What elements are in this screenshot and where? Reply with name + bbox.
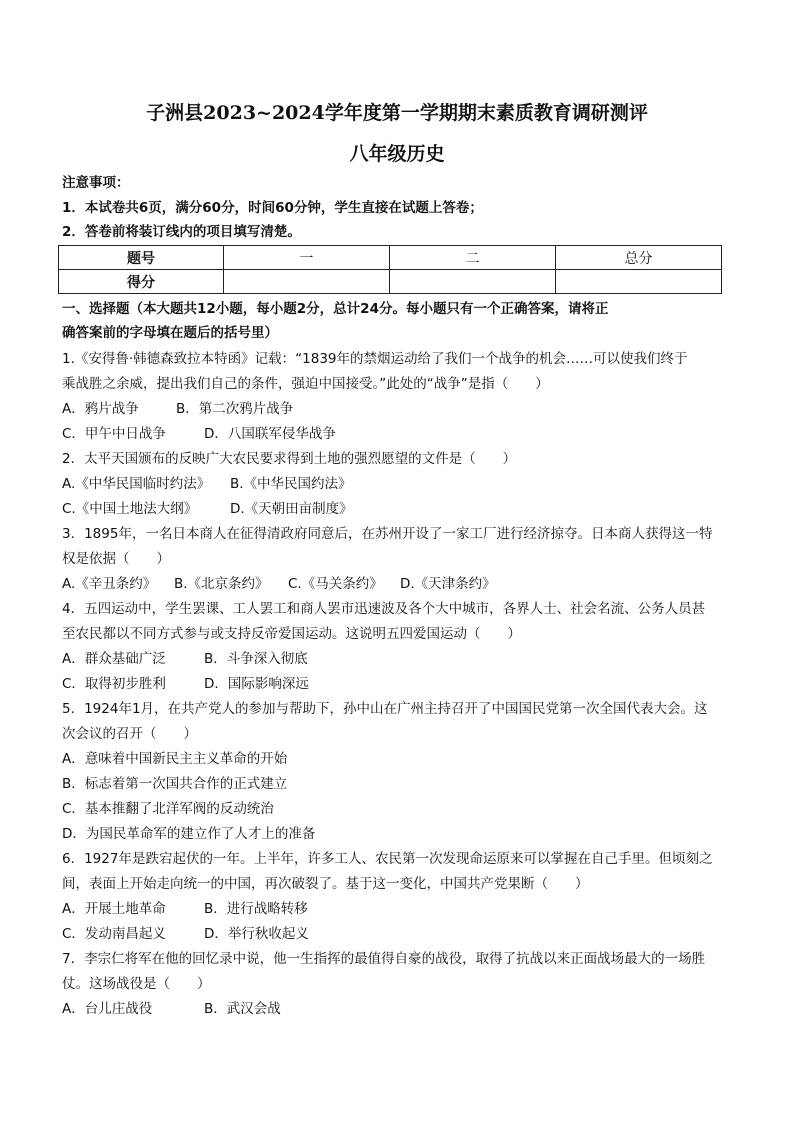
section-heading-cont: 确答案前的字母填在题后的括号里） xyxy=(62,325,278,341)
option-a: A.《辛丑条约》 xyxy=(62,576,157,592)
score-table-cell: 总分 xyxy=(555,246,721,270)
question-3-stem: 权是依据（ ） xyxy=(62,551,170,567)
option-b: B．第二次鸦片战争 xyxy=(176,401,294,417)
option-d: D．为国民革命军的建立作了人才上的准备 xyxy=(62,826,316,842)
question-1-stem: 乘战胜之余威，提出我们自己的条件，强迫中国接受。”此处的“战争”是指（ ） xyxy=(62,376,549,392)
option-c: C.《中国土地法大纲》 xyxy=(62,501,198,517)
exam-subtitle: 八年级历史 xyxy=(349,143,445,165)
option-b: B．斗争深入彻底 xyxy=(204,651,308,667)
exam-title: 子洲县2023~2024学年度第一学期期末素质教育调研测评 xyxy=(146,102,648,124)
section-heading: 一、选择题（本大题共12小题，每小题2分，总计24分。每小题只有一个正确答案，请将正 xyxy=(62,301,609,317)
option-c: C．基本推翻了北洋军阀的反动统治 xyxy=(62,801,274,817)
score-table-cell: 得分 xyxy=(59,270,224,294)
question-6-stem: 间，表面上开始走向统一的中国，再次破裂了。基于这一变化，中国共产党果断（ ） xyxy=(62,876,589,892)
option-b: B．标志着第一次国共合作的正式建立 xyxy=(62,776,288,792)
option-c: C．甲午中日战争 xyxy=(62,426,166,442)
question-5-stem: 次会议的召开（ ） xyxy=(62,726,197,742)
notice-heading: 注意事项： xyxy=(62,175,130,191)
option-a: A．鸦片战争 xyxy=(62,401,139,417)
notice-item-1: 1．本试卷共6页，满分60分，时间60分钟，学生直接在试题上答卷； xyxy=(62,200,483,216)
score-table-header-row xyxy=(59,246,722,270)
question-7-stem: 仗。这场战役是（ ） xyxy=(62,976,211,992)
question-5-stem: 5．1924年1月，在共产党人的参加与帮助下，孙中山在广州主持召开了中国国民党第一次全国代表大会。这 xyxy=(62,701,708,717)
score-table xyxy=(58,245,722,294)
score-table-cell: 一 xyxy=(223,246,389,270)
notice-item-2: 2．答卷前将装订线内的项目填写清楚。 xyxy=(62,224,301,240)
question-4-stem: 至农民都以不同方式参与或支持反帝爱国运动。这说明五四爱国运动（ ） xyxy=(62,626,521,642)
score-table-cell: 题号 xyxy=(59,246,224,270)
score-input-cell[interactable] xyxy=(389,270,555,294)
option-b: B.《中华民国约法》 xyxy=(230,476,352,492)
option-a: A．台儿庄战役 xyxy=(62,1001,153,1017)
option-b: B.《北京条约》 xyxy=(174,576,269,592)
option-c: C．发动南昌起义 xyxy=(62,926,166,942)
option-d: D．举行秋收起义 xyxy=(204,926,309,942)
option-d: D．国际影响深远 xyxy=(204,676,309,692)
option-a: A．群众基础广泛 xyxy=(62,651,166,667)
option-c: C.《马关条约》 xyxy=(288,576,383,592)
option-a: A．开展土地革命 xyxy=(62,901,166,917)
option-b: B．进行战略转移 xyxy=(204,901,308,917)
option-d: D.《天朝田亩制度》 xyxy=(230,501,353,517)
option-d: D.《天津条约》 xyxy=(400,576,496,592)
option-d: D．八国联军侵华战争 xyxy=(204,426,336,442)
score-input-cell[interactable] xyxy=(223,270,389,294)
score-table-cell: 二 xyxy=(389,246,555,270)
option-c: C．取得初步胜利 xyxy=(62,676,166,692)
option-a: A.《中华民国临时约法》 xyxy=(62,476,211,492)
option-b: B．武汉会战 xyxy=(204,1001,281,1017)
question-7-stem: 7．李宗仁将军在他的回忆录中说，他一生指挥的最值得自豪的战役，取得了抗战以来正面战场最大的一场胜 xyxy=(62,951,706,967)
option-a: A．意味着中国新民主主义革命的开始 xyxy=(62,751,288,767)
question-1-stem: 1.《安得鲁·韩德森致拉本特函》记载：“1839年的禁烟运动给了我们一个战争的机会……可以使我们终于 xyxy=(62,351,688,367)
question-4-stem: 4．五四运动中，学生罢课、工人罢工和商人罢市迅速波及各个大中城市，各界人士、社会名流、公务人员甚 xyxy=(62,601,706,617)
score-input-cell[interactable] xyxy=(555,270,721,294)
question-3-stem: 3．1895年，一名日本商人在征得清政府同意后，在苏州开设了一家工厂进行经济掠夺。日本商人获得这一特 xyxy=(62,526,713,542)
question-6-stem: 6．1927年是跌宕起伏的一年。上半年，许多工人、农民第一次发现命运原来可以掌握在自己手里。但顷刻之 xyxy=(62,851,713,867)
question-2-stem: 2．太平天国颁布的反映广大农民要求得到土地的强烈愿望的文件是（ ） xyxy=(62,451,517,467)
score-table-score-row xyxy=(59,270,722,294)
